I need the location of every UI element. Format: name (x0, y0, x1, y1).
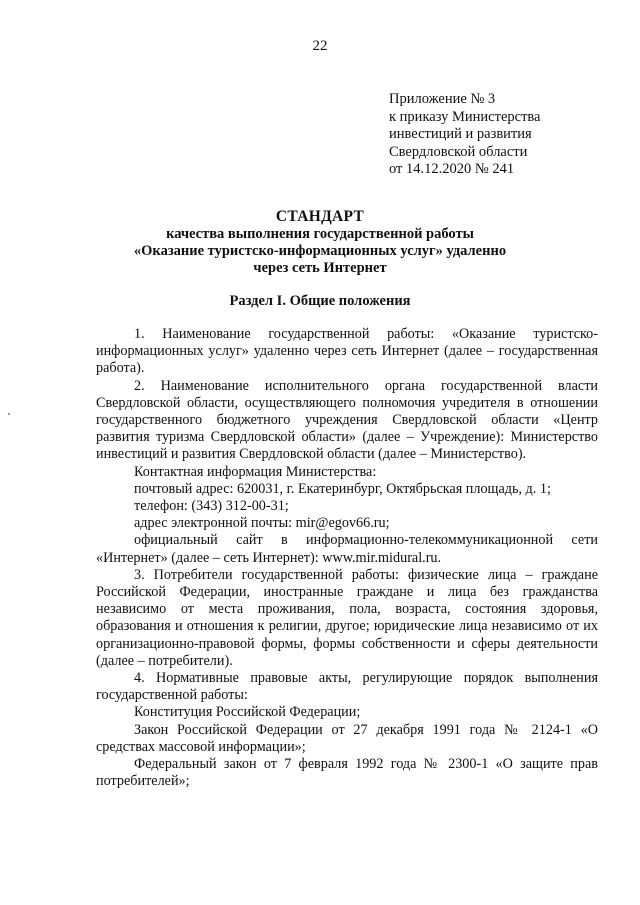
document-title (0, 207, 640, 277)
section-heading: Раздел I. Общие положения (229, 293, 411, 309)
paragraph: Конституция Российской Федерации; (134, 704, 361, 721)
paragraph: Закон Российской Федерации от 27 декабря 1991 года № 2124-1 «О средствах массовой информации»; (96, 721, 598, 755)
appendix-line: к приказу Министерства (389, 108, 541, 125)
paragraph: Федеральный закон от 7 февраля 1992 года № 2300-1 «О защите прав потребителей»; (96, 756, 598, 790)
title-line: «Оказание туристско-информационных услуг» удаленно (133, 243, 507, 259)
appendix-line: Приложение № 3 (389, 91, 496, 107)
paragraph: адрес электронной почты: mir@egov66.ru; (134, 515, 390, 532)
appendix-block (389, 91, 541, 179)
paragraph: 4. Нормативные правовые акты, регулирующие порядок выполнения государственной работы: (96, 670, 598, 704)
document-body (96, 326, 598, 790)
scan-speck (8, 413, 10, 415)
paragraph: почтовый адрес: 620031, г. Екатеринбург, Октябрьская площадь, д. 1; (134, 480, 551, 497)
title-line: через сеть Интернет (253, 260, 387, 276)
paragraph: 1. Наименование государственной работы: «Оказание туристско-информационных услуг» удаленно через сеть Интернет (далее – государственная работа). (96, 326, 598, 377)
appendix-line: инвестиций и развития (389, 126, 532, 142)
paragraph: телефон: (343) 312-00-31; (134, 498, 289, 515)
paragraph: Контактная информация Министерства: (134, 463, 377, 480)
appendix-line: от 14.12.2020 № 241 (389, 161, 515, 177)
paragraph: 2. Наименование исполнительного органа государственной власти Свердловской области, осуществляющего полномочия учредителя в отношении государственного бюджетного учреждения Свердловской области «Центр развития туризма Свердловской области» (далее – Учреждение): Министерство инвестиций и развития Свердловской области (далее – Министерство). (96, 377, 598, 463)
page-number: 22 (312, 38, 328, 54)
paragraph: 3. Потребители государственной работы: физические лица – граждане Российской Федерации, иностранные граждане и лица без гражданства независимо от места проживания, пола, возраста, состояния здоровья, образования и отношения к религии, другое; юридические лица независимо от их организационно-правовой формы, формы собственности и сферы деятельности (далее – потребители). (96, 566, 598, 669)
appendix-line: Свердловской области (389, 143, 528, 160)
paragraph: официальный сайт в информационно-телекоммуникационной сети «Интернет» (далее – сеть Интернет): www.mir.midural.ru. (96, 532, 598, 566)
title-line: качества выполнения государственной работы (166, 226, 474, 242)
title-main: СТАНДАРТ (275, 208, 365, 225)
